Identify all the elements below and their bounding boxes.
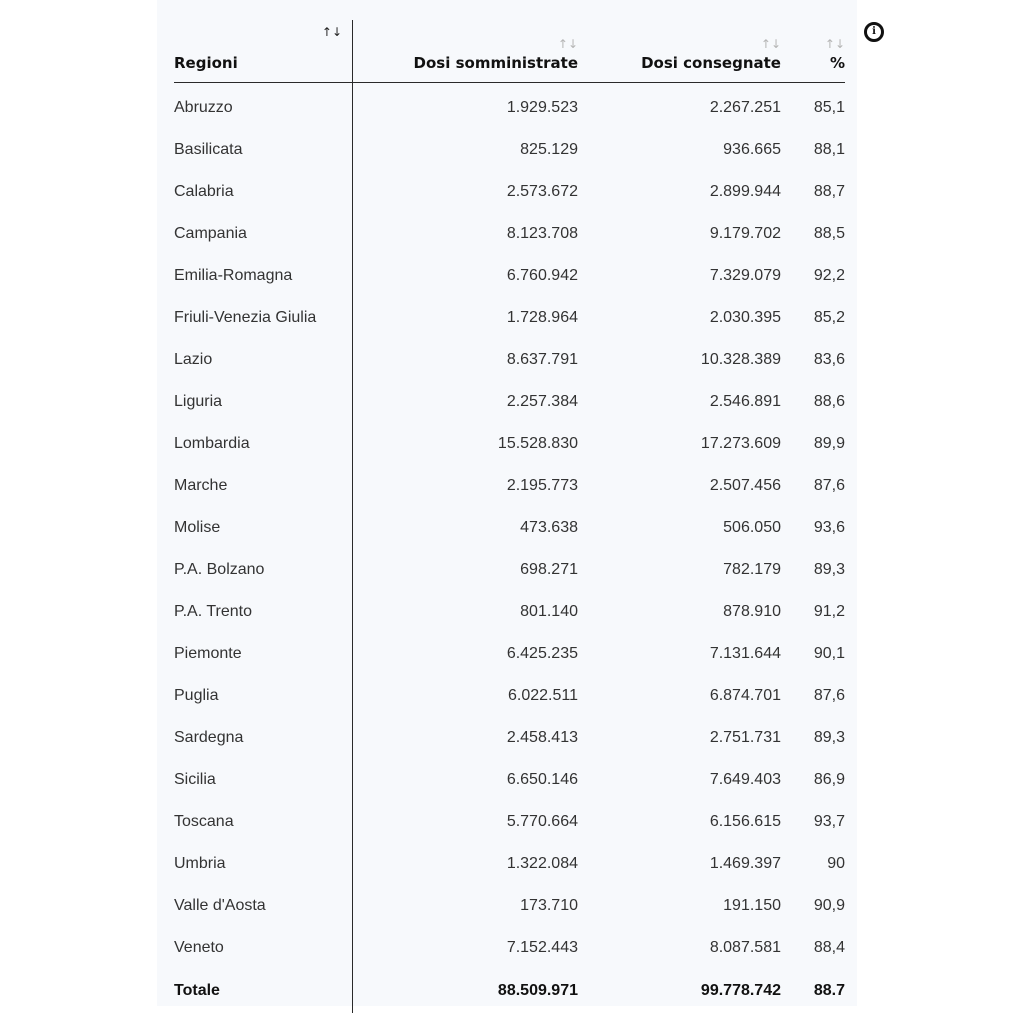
cell-percent: 90 — [781, 843, 845, 885]
cell-percent: 88,4 — [781, 927, 845, 969]
cell-region: Calabria — [174, 171, 353, 213]
cell-administered: 6.022.511 — [353, 675, 579, 717]
table-row — [174, 255, 845, 297]
cell-percent: 92,2 — [781, 255, 845, 297]
cell-administered: 1.728.964 — [353, 297, 579, 339]
cell-region: Emilia-Romagna — [174, 255, 353, 297]
cell-delivered: 17.273.609 — [578, 423, 781, 465]
cell-delivered: 99.778.742 — [578, 969, 781, 1013]
cell-region: Sicilia — [174, 759, 353, 801]
cell-percent: 86,9 — [781, 759, 845, 801]
cell-percent: 87,6 — [781, 675, 845, 717]
cell-administered: 698.271 — [353, 549, 579, 591]
cell-percent: 93,6 — [781, 507, 845, 549]
table-row — [174, 129, 845, 171]
cell-percent: 88,5 — [781, 213, 845, 255]
table-header-row — [174, 20, 845, 83]
cell-administered: 2.195.773 — [353, 465, 579, 507]
column-header-label: % — [830, 54, 845, 72]
cell-region: Veneto — [174, 927, 353, 969]
cell-region: Abruzzo — [174, 87, 353, 129]
column-header-region[interactable] — [174, 20, 353, 83]
cell-region: Totale — [174, 969, 353, 1013]
cell-administered: 2.573.672 — [353, 171, 579, 213]
cell-percent: 89,3 — [781, 717, 845, 759]
cell-region: P.A. Trento — [174, 591, 353, 633]
table-row — [174, 171, 845, 213]
cell-region: Marche — [174, 465, 353, 507]
cell-percent: 88,6 — [781, 381, 845, 423]
cell-percent: 83,6 — [781, 339, 845, 381]
cell-administered: 801.140 — [353, 591, 579, 633]
cell-delivered: 2.267.251 — [578, 87, 781, 129]
column-header-label: Dosi somministrate — [414, 54, 578, 72]
cell-delivered: 506.050 — [578, 507, 781, 549]
cell-region: Puglia — [174, 675, 353, 717]
table-row — [174, 591, 845, 633]
cell-percent: 90,1 — [781, 633, 845, 675]
cell-region: Valle d'Aosta — [174, 885, 353, 927]
cell-delivered: 2.507.456 — [578, 465, 781, 507]
cell-administered: 1.929.523 — [353, 87, 579, 129]
cell-percent: 91,2 — [781, 591, 845, 633]
cell-delivered: 6.156.615 — [578, 801, 781, 843]
cell-delivered: 6.874.701 — [578, 675, 781, 717]
cell-delivered: 2.751.731 — [578, 717, 781, 759]
table-row — [174, 381, 845, 423]
table-body — [174, 83, 845, 1013]
column-header-administered[interactable] — [353, 20, 579, 83]
info-icon-inner — [867, 25, 881, 39]
cell-delivered: 10.328.389 — [578, 339, 781, 381]
cell-delivered: 2.546.891 — [578, 381, 781, 423]
vaccine-doses-table — [174, 20, 845, 1013]
table-row — [174, 213, 845, 255]
table-row — [174, 297, 845, 339]
cell-delivered: 2.030.395 — [578, 297, 781, 339]
cell-delivered: 878.910 — [578, 591, 781, 633]
cell-administered: 6.760.942 — [353, 255, 579, 297]
sort-icon[interactable]: ↑↓ — [781, 38, 845, 50]
cell-delivered: 7.329.079 — [578, 255, 781, 297]
column-header-percent[interactable] — [781, 20, 845, 83]
cell-administered: 2.257.384 — [353, 381, 579, 423]
cell-delivered: 9.179.702 — [578, 213, 781, 255]
total-row — [174, 969, 845, 1013]
cell-region: Sardegna — [174, 717, 353, 759]
cell-percent: 85,1 — [781, 87, 845, 129]
cell-delivered: 1.469.397 — [578, 843, 781, 885]
cell-percent: 90,9 — [781, 885, 845, 927]
cell-delivered: 2.899.944 — [578, 171, 781, 213]
table-row — [174, 843, 845, 885]
cell-region: Umbria — [174, 843, 353, 885]
cell-percent: 93,7 — [781, 801, 845, 843]
table-row — [174, 633, 845, 675]
cell-region: Toscana — [174, 801, 353, 843]
sort-icon[interactable]: ↑↓ — [353, 38, 578, 50]
cell-region: P.A. Bolzano — [174, 549, 353, 591]
cell-administered: 15.528.830 — [353, 423, 579, 465]
cell-delivered: 191.150 — [578, 885, 781, 927]
cell-delivered: 8.087.581 — [578, 927, 781, 969]
cell-percent: 87,6 — [781, 465, 845, 507]
cell-delivered: 782.179 — [578, 549, 781, 591]
cell-administered: 6.425.235 — [353, 633, 579, 675]
cell-region: Basilicata — [174, 129, 353, 171]
table-row — [174, 423, 845, 465]
cell-administered: 473.638 — [353, 507, 579, 549]
cell-region: Lazio — [174, 339, 353, 381]
cell-percent: 89,9 — [781, 423, 845, 465]
table-row — [174, 339, 845, 381]
column-header-label: Regioni — [174, 54, 352, 72]
column-header-delivered[interactable] — [578, 20, 781, 83]
cell-region: Lombardia — [174, 423, 353, 465]
table-row — [174, 549, 845, 591]
table-row — [174, 465, 845, 507]
cell-percent: 89,3 — [781, 549, 845, 591]
cell-region: Campania — [174, 213, 353, 255]
cell-region: Liguria — [174, 381, 353, 423]
cell-region: Piemonte — [174, 633, 353, 675]
cell-administered: 8.123.708 — [353, 213, 579, 255]
cell-percent: 88.7 — [781, 969, 845, 1013]
table-row — [174, 507, 845, 549]
info-icon[interactable] — [864, 22, 884, 42]
sort-icon[interactable]: ↑↓ — [322, 26, 342, 38]
table-row — [174, 801, 845, 843]
cell-administered: 8.637.791 — [353, 339, 579, 381]
table-row — [174, 675, 845, 717]
cell-administered: 2.458.413 — [353, 717, 579, 759]
sort-icon[interactable]: ↑↓ — [578, 38, 781, 50]
table-row — [174, 717, 845, 759]
cell-administered: 825.129 — [353, 129, 579, 171]
table-row — [174, 885, 845, 927]
cell-region: Molise — [174, 507, 353, 549]
table-row — [174, 87, 845, 129]
table-row — [174, 759, 845, 801]
cell-percent: 88,1 — [781, 129, 845, 171]
cell-administered: 7.152.443 — [353, 927, 579, 969]
table-row — [174, 927, 845, 969]
cell-region: Friuli-Venezia Giulia — [174, 297, 353, 339]
cell-percent: 88,7 — [781, 171, 845, 213]
cell-administered: 173.710 — [353, 885, 579, 927]
cell-delivered: 7.649.403 — [578, 759, 781, 801]
cell-delivered: 7.131.644 — [578, 633, 781, 675]
column-header-label: Dosi consegnate — [641, 54, 781, 72]
cell-administered: 6.650.146 — [353, 759, 579, 801]
cell-administered: 88.509.971 — [353, 969, 579, 1013]
cell-percent: 85,2 — [781, 297, 845, 339]
cell-delivered: 936.665 — [578, 129, 781, 171]
cell-administered: 5.770.664 — [353, 801, 579, 843]
cell-administered: 1.322.084 — [353, 843, 579, 885]
info-glyph: i — [872, 27, 876, 37]
